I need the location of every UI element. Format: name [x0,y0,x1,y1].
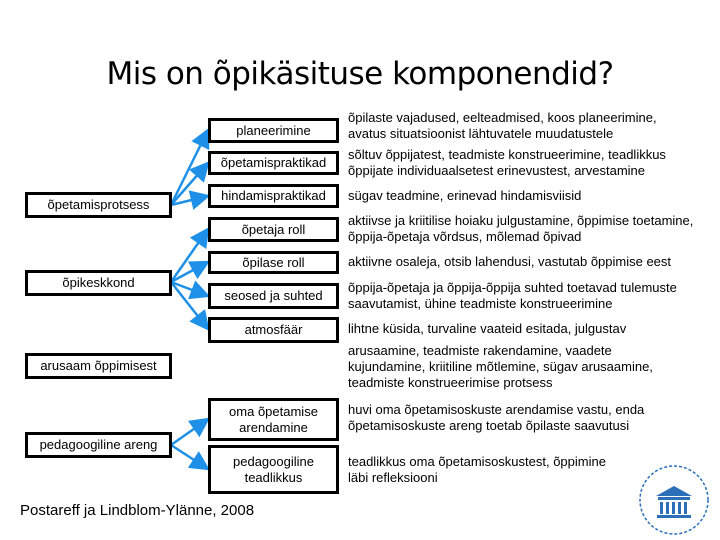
box-opilase-roll: õpilase roll [208,251,339,274]
desc-pedagoogiline-teadlikkus: teadlikkus oma õpetamisoskustest, õppimine läbi refleksiooni [348,454,606,485]
desc-opetamispraktikad: sõltuv õppijatest, teadmiste konstrueerimine, teadlikkus õppijate individuaalsetest erinevustest, arvestamine [348,147,666,178]
box-planeerimine: planeerimine [208,118,339,143]
citation: Postareff ja Lindblom-Ylänne, 2008 [20,502,255,519]
university-logo [636,462,712,538]
box-pedagoogiline-areng: pedagoogiline areng [25,432,172,458]
slide-title: Mis on õpikäsituse komponendid? [106,56,614,92]
arrow [171,229,208,282]
desc-arusaam-oppimisest: arusaamine, teadmiste rakendamine, vaadete kujundamine, kriitiline mõtlemine, sügav arusaamine, teadmiste konstrueerimise protsess [348,343,653,390]
desc-planeerimine: õpilaste vajadused, eelteadmised, koos planeerimine, avatus situatsioonist lähtuvatele muudatustele [348,110,657,141]
desc-opilase-roll: aktiivne osaleja, otsib lahendusi, vastutab õppimise eest [348,254,672,269]
box-atmosfaar: atmosfäär [208,317,339,343]
desc-oma-opetamise-arendamine: huvi oma õpetamisoskuste arendamise vastu, enda õpetamisoskuste areng toetab õpilaste saavutusi [348,402,645,433]
box-opetamispraktikad: õpetamispraktikad [208,151,339,175]
arrow [171,419,208,445]
box-opikeskkond: õpikeskkond [25,270,172,296]
box-opetamisprotsess: õpetamisprotsess [25,192,172,218]
box-hindamispraktikad: hindamispraktikad [208,184,339,208]
box-seosed-ja-suhted: seosed ja suhted [208,283,339,309]
box-opetaja-roll: õpetaja roll [208,217,339,242]
desc-opetaja-roll: aktiivse ja kriitilise hoiaku julgustamine, õppimise toetamine, õppija-õpetaja võrdsus, mõlemad õpivad [348,213,694,244]
arrow [171,445,208,469]
desc-seosed-ja-suhted: õppija-õpetaja ja õppija-õppija suhted toetavad tulemuste saavutamist, ühine teadmiste konstrueerimine [348,280,677,311]
box-arusaam-oppimisest: arusaam õppimisest [25,353,172,379]
box-oma-opetamise-arendamine: oma õpetamise arendamine [208,398,339,441]
desc-atmosfaar: lihtne küsida, turvaline vaateid esitada, julgustav [348,321,627,336]
box-pedagoogiline-teadlikkus: pedagoogiline teadlikkus [208,445,339,494]
desc-hindamispraktikad: sügav teadmine, erinevad hindamisviisid [348,188,582,203]
